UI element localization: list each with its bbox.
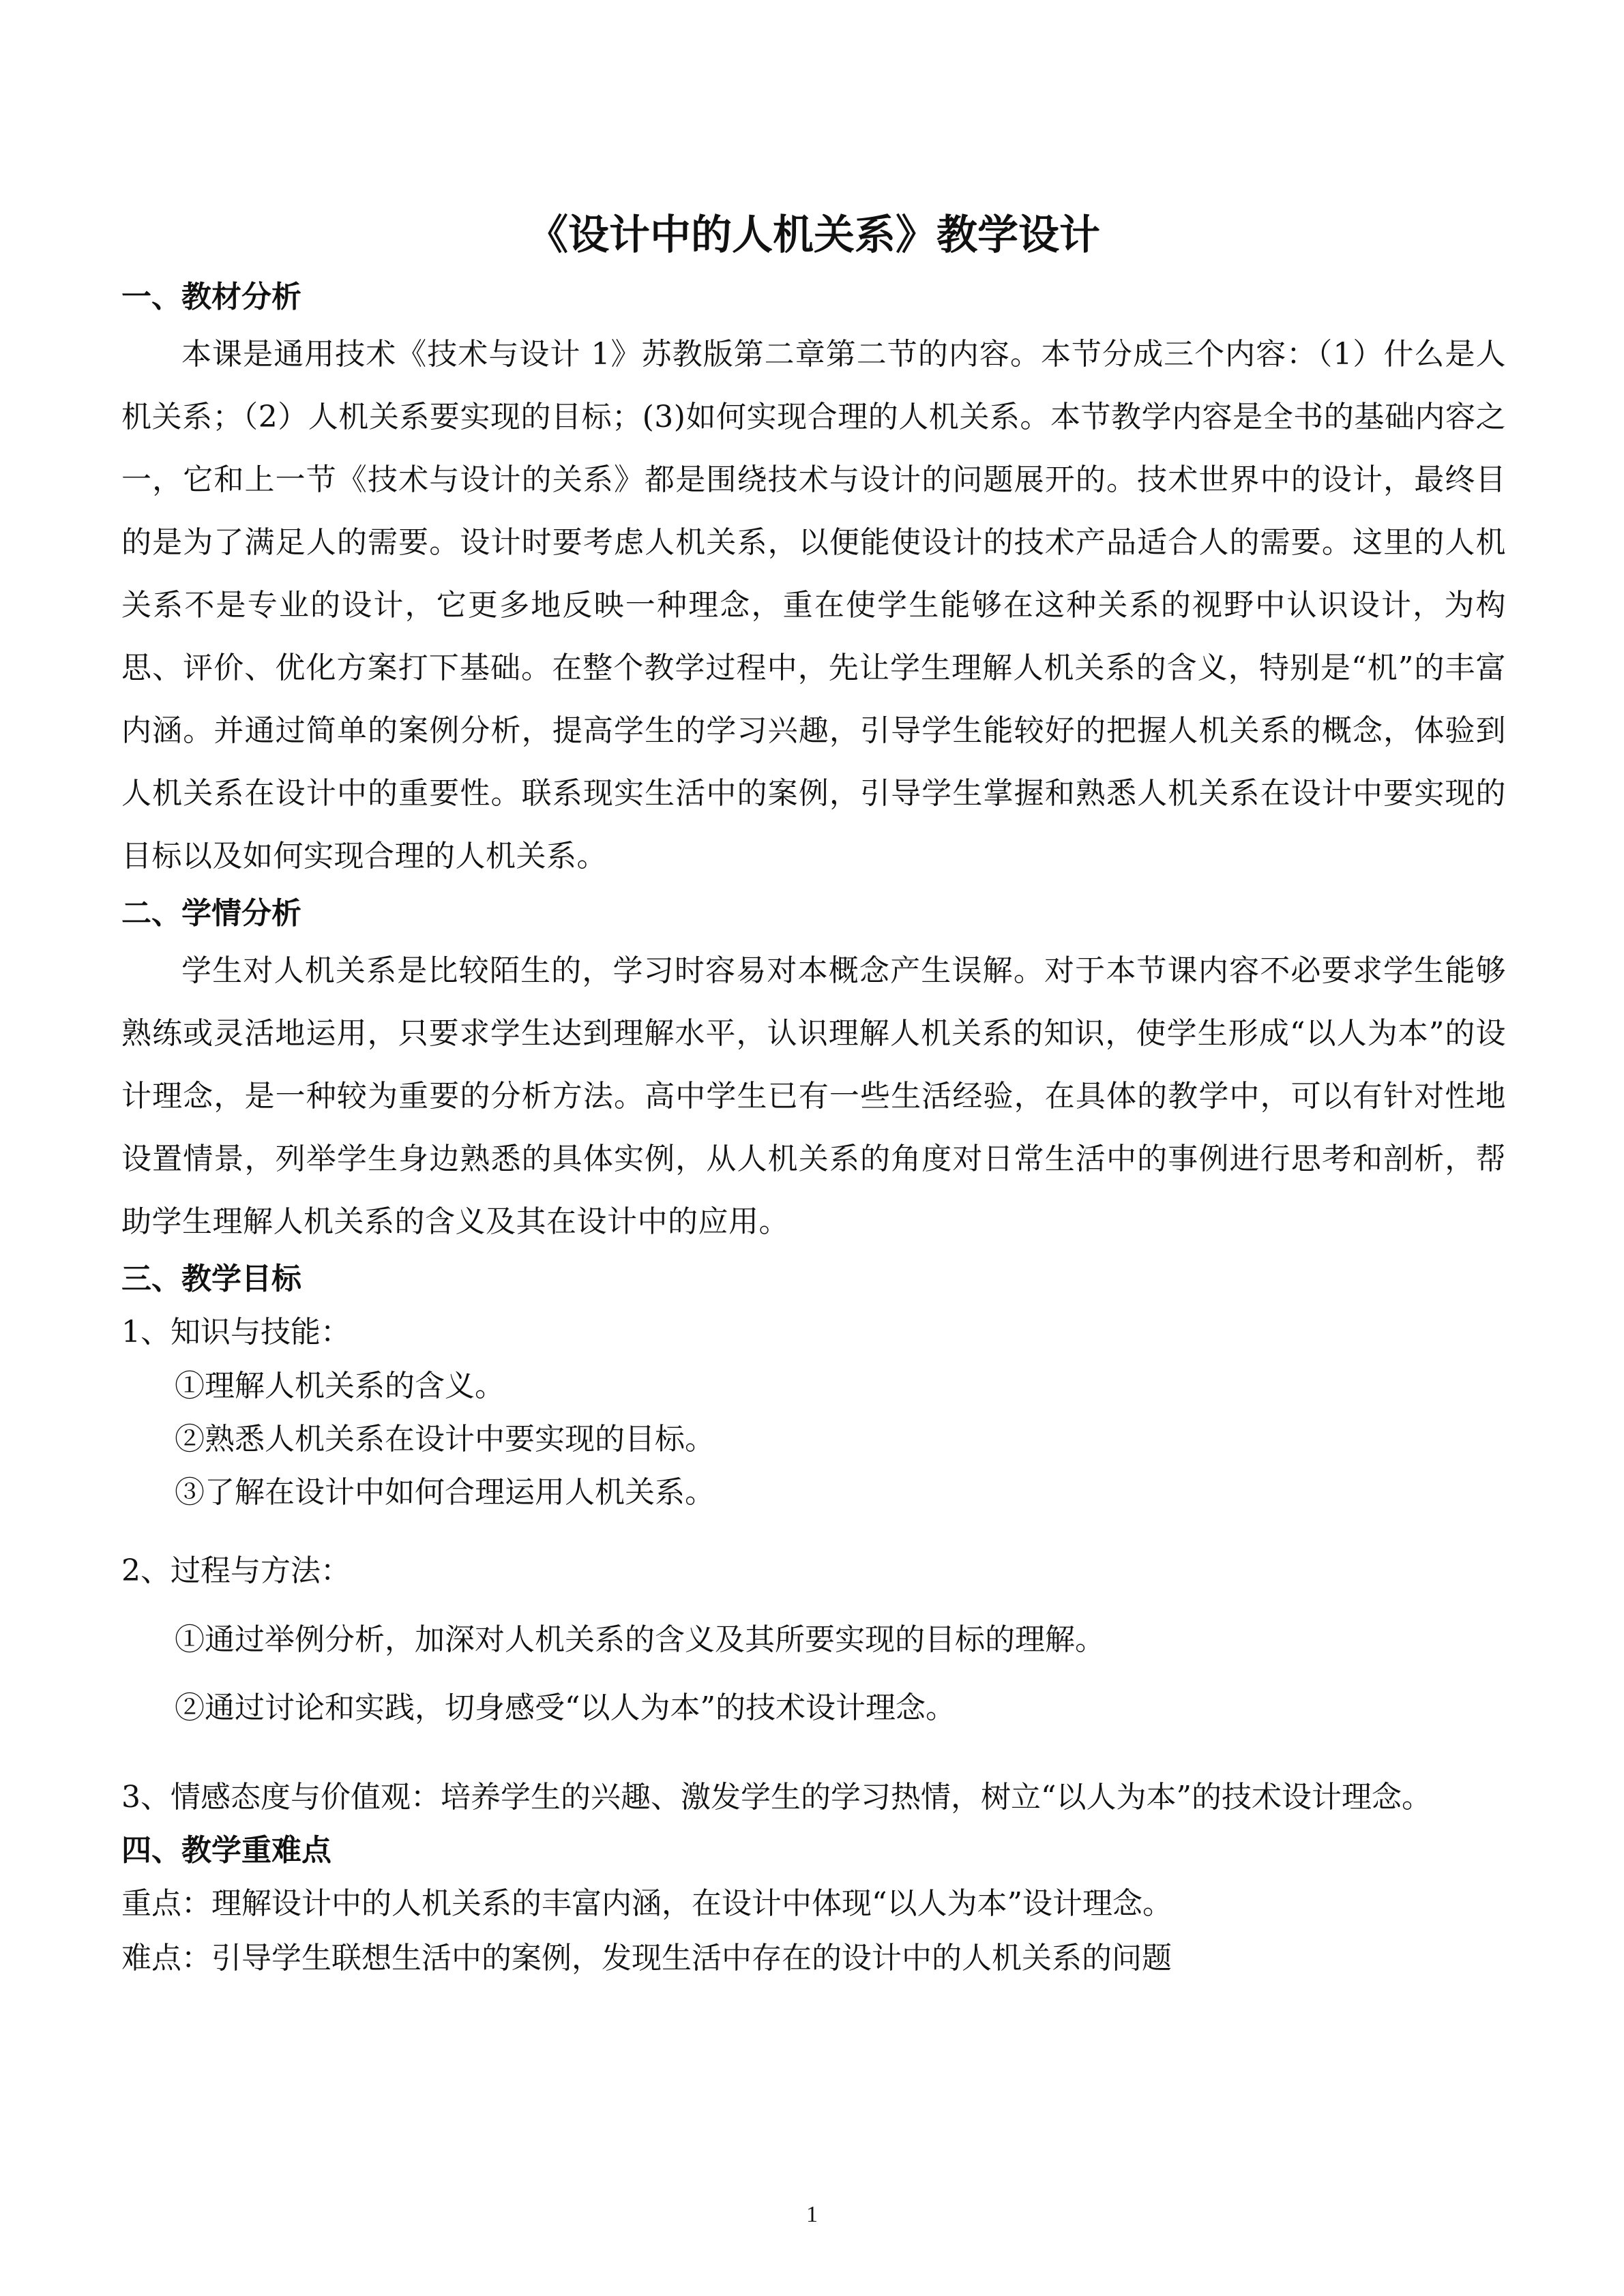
goal-knowledge-item: ②熟悉人机关系在设计中要实现的目标。 <box>175 1422 715 1457</box>
section-heading-key-points: 四、教学重难点 <box>121 1833 331 1868</box>
goal-knowledge-label: 1、知识与技能： <box>121 1315 351 1350</box>
goal-process-label: 2、过程与方法： <box>121 1553 351 1588</box>
section-heading-materials: 一、教材分析 <box>121 280 301 314</box>
spacer <box>121 1519 1506 1544</box>
section-heading-students: 二、学情分析 <box>121 896 301 931</box>
materials-analysis-paragraph: 本课是通用技术《技术与设计 1》苏教版第二章第二节的内容。本节分成三个内容：（1）什么是人机关系；（2）人机关系要实现的目标；(3)如何实现合理的人机关系。本节教学内容是全书的基础内容之一，它和上一节《技术与设计的关系》都是围绕技术与设计的问题展开的。技术世界中的设计，最终目的是为了满足人的需要。设计时要考虑人机关系，以便能使设计的技术产品适合人的需要。这里的人机关系不是专业的设计，它更多地反映一种理念，重在使学生能够在这种关系的视野中认识设计，为构思、评价、优化方案打下基础。在整个教学过程中，先让学生理解人机关系的含义，特别是“机”的丰富内涵。并通过简单的案例分析，提高学生的学习兴趣，引导学生能较好的把握人机关系的概念，体验到人机关系在设计中的重要性。联系现实生活中的案例，引导学生掌握和熟悉人机关系在设计中要实现的目标以及如何实现合理的人机关系。 <box>121 337 1506 874</box>
spacer <box>121 1667 1506 1682</box>
student-analysis-paragraph: 学生对人机关系是比较陌生的，学习时容易对本概念产生误解。对于本节课内容不必要求学生能够熟练或灵活地运用，只要求学生达到理解水平，认识理解人机关系的知识，使学生形成“以人为本”的设计理念，是一种较为重要的分析方法。高中学生已有一些生活经验，在具体的教学中，可以有针对性地设置情景，列举学生身边熟悉的具体实例，从人机关系的角度对日常生活中的事例进行思考和剖析，帮助学生理解人机关系的含义及其在设计中的应用。 <box>121 953 1506 1239</box>
difficult-point-text: 难点：引导学生联想生活中的案例，发现生活中存在的设计中的人机关系的问题 <box>121 1941 1172 1976</box>
goal-process-item: ①通过举例分析，加深对人机关系的含义及其所要实现的目标的理解。 <box>175 1622 1105 1657</box>
goal-knowledge-item: ①理解人机关系的含义。 <box>175 1369 505 1403</box>
spacer <box>121 1598 1506 1613</box>
document-content <box>121 205 1506 1986</box>
document-title: 《设计中的人机关系》教学设计 <box>527 211 1100 259</box>
key-point-text: 重点：理解设计中的人机关系的丰富内涵，在设计中体现“以人为本”设计理念。 <box>121 1886 1172 1921</box>
goal-knowledge-item: ③了解在设计中如何合理运用人机关系。 <box>175 1475 715 1510</box>
section-heading-goals: 三、教学目标 <box>121 1262 301 1296</box>
goal-process-item: ②通过讨论和实践，切身感受“以人为本”的技术设计理念。 <box>175 1690 956 1725</box>
goal-attitude-text: 3、情感态度与价值观：培养学生的兴趣、激发学生的学习热情，树立“以人为本”的技术设计理念。 <box>121 1780 1432 1815</box>
page-number: 1 <box>806 2202 818 2227</box>
spacer <box>121 1735 1506 1770</box>
